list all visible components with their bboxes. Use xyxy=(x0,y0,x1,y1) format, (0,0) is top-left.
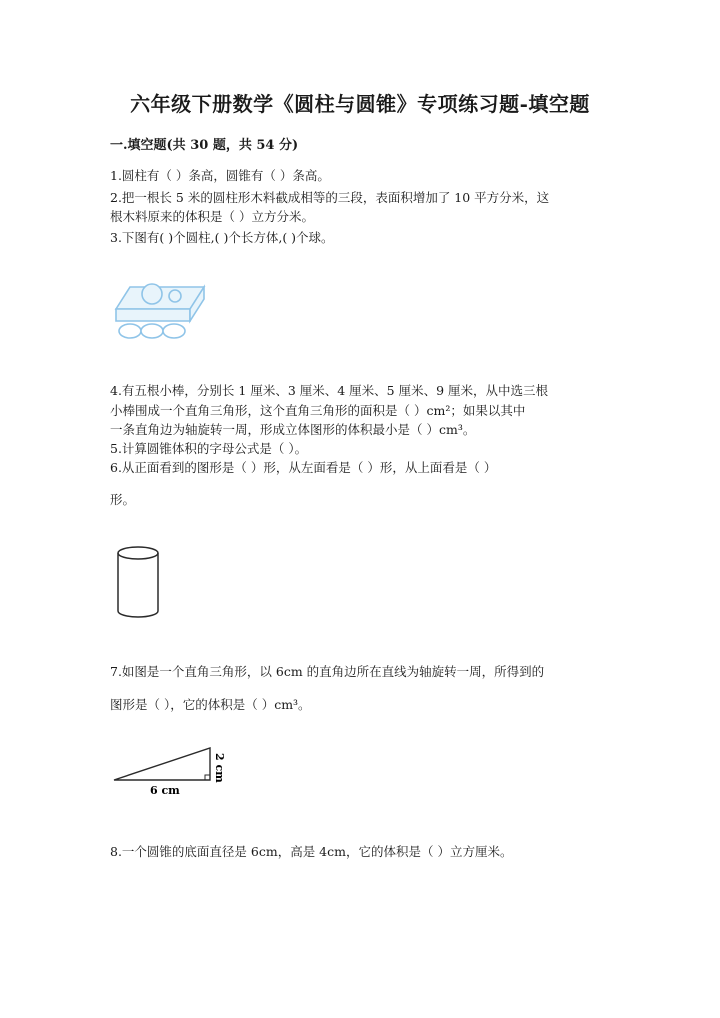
right-angle-mark xyxy=(205,775,210,780)
page-title: 六年级下册数学《圆柱与圆锥》专项练习题-填空题 xyxy=(130,92,590,116)
question-7-line-2: 图形是（ ），它的体积是（ ）cm³。 xyxy=(110,697,311,712)
cylinder-bottom-arc xyxy=(118,611,158,617)
cylinder-figure xyxy=(113,543,163,621)
question-2-line-1: 2.把一根长 5 米的圆柱形木料截成相等的三段，表面积增加了 10 平方分米，这 xyxy=(110,190,550,205)
triangle-base-label: 6 cm xyxy=(150,784,180,797)
question-1: 1.圆柱有（ ）条高，圆锥有（ ）条高。 xyxy=(110,168,330,183)
cylinder-shape-1 xyxy=(119,324,141,338)
question-6-line-1: 6.从正面看到的图形是（ ）形，从左面看是（ ）形，从上面看是（ ） xyxy=(110,460,497,475)
solids-figure xyxy=(112,275,212,345)
triangle-height-label: 2 cm xyxy=(213,753,226,783)
large-ball-shape xyxy=(142,284,162,304)
cylinder-wheels xyxy=(119,324,185,338)
small-ball-shape xyxy=(169,290,181,302)
question-8: 8.一个圆锥的底面直径是 6cm，高是 4cm，它的体积是（ ）立方厘米。 xyxy=(110,844,513,859)
right-triangle-figure xyxy=(110,744,235,802)
question-5: 5.计算圆锥体积的字母公式是（ ）。 xyxy=(110,441,308,456)
question-6-line-2: 形。 xyxy=(110,492,136,507)
question-2-line-2: 根木料原来的体积是（ ）立方分米。 xyxy=(110,209,314,224)
question-4-line-1: 4.有五根小棒，分别长 1 厘米、3 厘米、4 厘米、5 厘米、9 厘米，从中选三根 xyxy=(110,383,549,398)
question-4-line-3: 一条直角边为轴旋转一周，形成立体图形的体积最小是（ ）cm³。 xyxy=(110,422,476,437)
section-heading: 一.填空题(共 30 题，共 54 分) xyxy=(110,138,299,153)
question-7-line-1: 7.如图是一个直角三角形，以 6cm 的直角边所在直线为轴旋转一周，所得到的 xyxy=(110,664,545,679)
cylinder-shape-2 xyxy=(141,324,163,338)
cylinder-top-ellipse xyxy=(118,547,158,559)
question-3: 3.下图有( )个圆柱,( )个长方体,( )个球。 xyxy=(110,230,334,245)
right-triangle-shape xyxy=(114,748,210,780)
question-4-line-2: 小棒围成一个直角三角形，这个直角三角形的面积是（ ）cm²；如果以其中 xyxy=(110,403,526,418)
cylinder-shape-3 xyxy=(163,324,185,338)
